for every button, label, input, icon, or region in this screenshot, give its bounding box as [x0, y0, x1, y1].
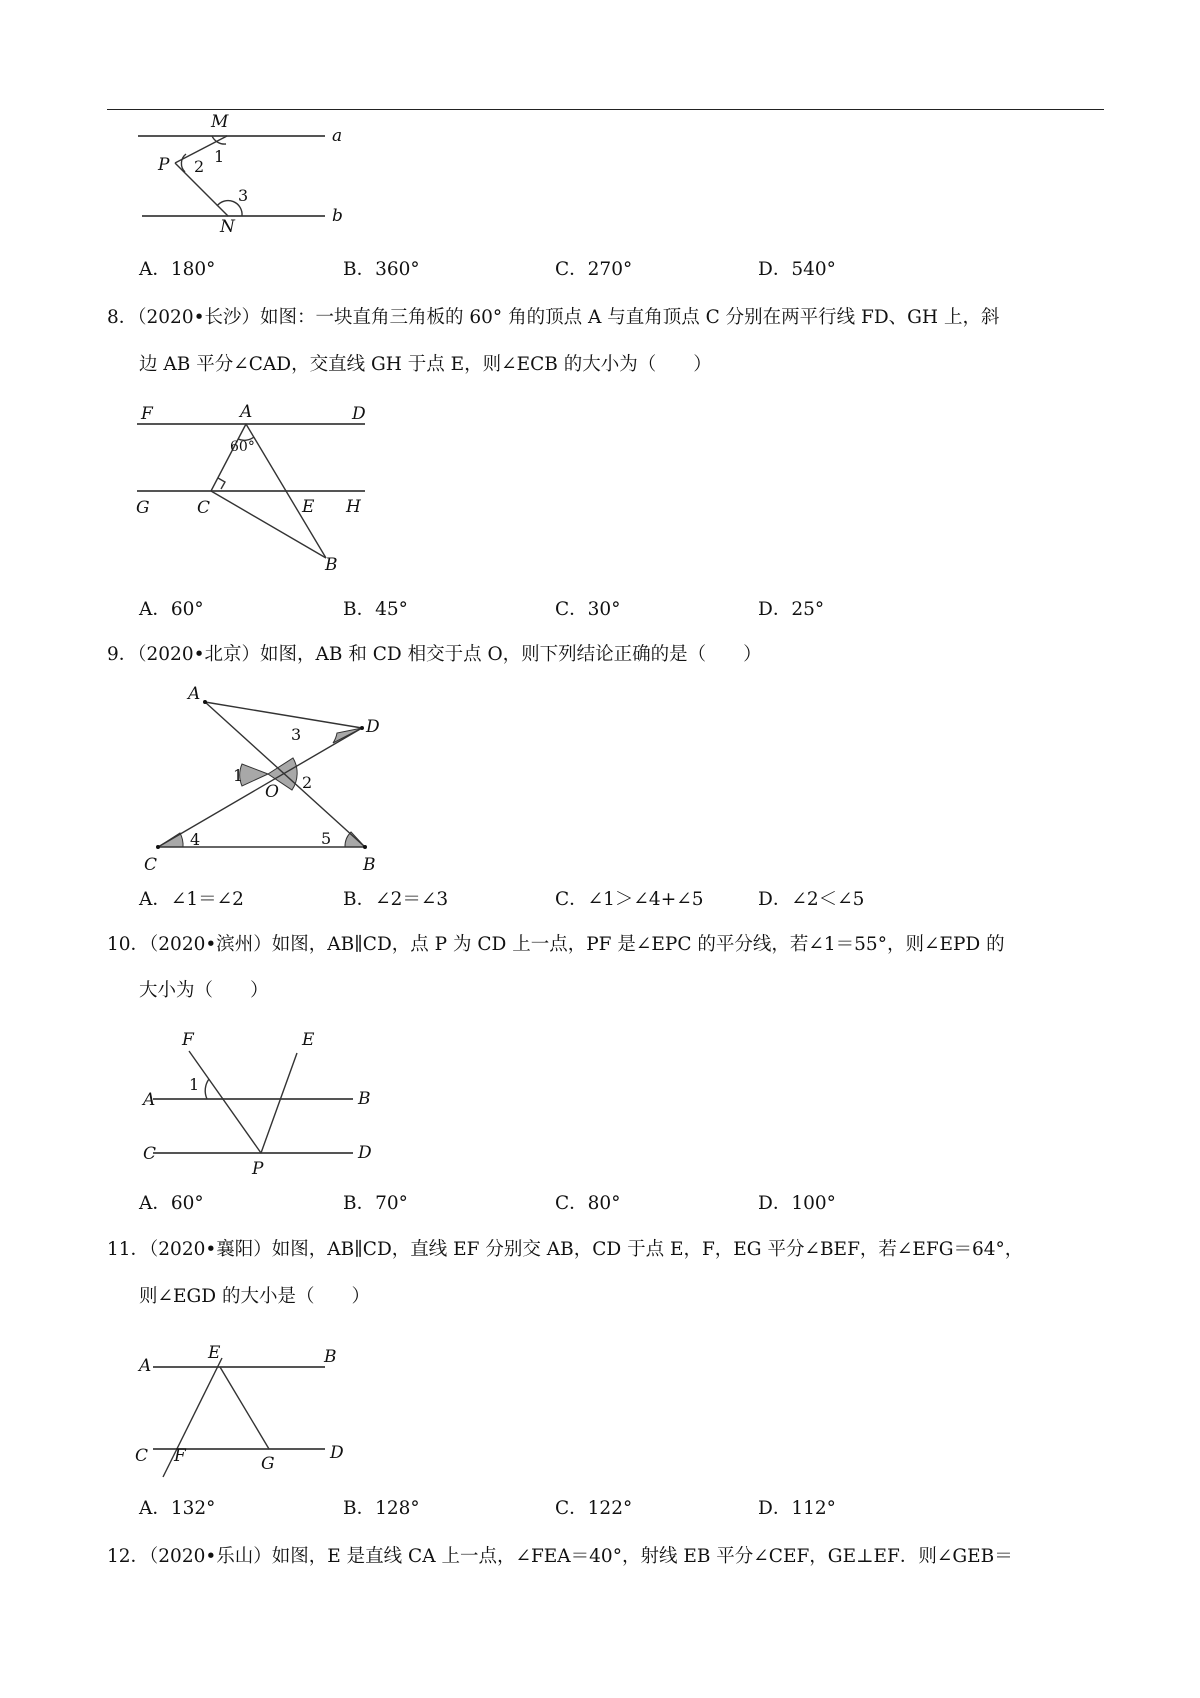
q9-option-c[interactable]: C．∠1＞∠4+∠5: [555, 889, 704, 910]
q7-figure: [120, 110, 360, 245]
q7-option-d[interactable]: D．540°: [758, 259, 836, 280]
q7-option-b[interactable]: B．360°: [343, 259, 420, 280]
q11-label-E: E: [208, 1343, 221, 1363]
q10-figure: [125, 1015, 385, 1179]
q9-label-1: 1: [233, 766, 244, 785]
q8-stem-line2: 边 AB 平分∠CAD，交直线 GH 于点 E，则∠ECB 的大小为（ ）: [139, 354, 712, 375]
q9-stem-line1: 9．（2020•北京）如图，AB 和 CD 相交于点 O，则下列结论正确的是（ ）: [107, 644, 762, 665]
q10-stem-line1: 10．（2020•滨州）如图，AB∥CD，点 P 为 CD 上一点，PF 是∠EPC 的平分线，若∠1＝55°，则∠EPD 的: [107, 934, 1005, 955]
q10-label-C: C: [143, 1144, 157, 1164]
q7-label-b: b: [332, 206, 343, 226]
q10-label-A: A: [143, 1090, 156, 1110]
q8-figure: [125, 395, 385, 575]
q9-label-5: 5: [321, 829, 332, 848]
q9-option-b[interactable]: B．∠2＝∠3: [343, 889, 449, 910]
q10-label-E: E: [302, 1030, 315, 1050]
q8-label-G: G: [136, 498, 150, 518]
q11-stem-line2: 则∠EGD 的大小是（ ）: [139, 1286, 370, 1307]
q9-segment-ab: [205, 702, 365, 847]
q7-label-1: 1: [214, 147, 225, 166]
q7-angle2-arc: [181, 154, 186, 172]
q11-figure: [125, 1325, 365, 1485]
q11-label-B: B: [324, 1347, 337, 1367]
q8-label-A: A: [240, 402, 253, 422]
q7-label-N: N: [220, 217, 235, 237]
q11-option-d[interactable]: D．112°: [758, 1498, 836, 1519]
q10-label-P: P: [252, 1159, 264, 1179]
q10-option-d[interactable]: D．100°: [758, 1193, 836, 1214]
q8-segment-ac: [211, 424, 246, 491]
q8-label-C: C: [197, 498, 211, 518]
q11-option-a[interactable]: A．132°: [139, 1498, 216, 1519]
q10-stem-line2: 大小为（ ）: [139, 980, 269, 1001]
q8-label-60: 60°: [230, 439, 255, 455]
q7-option-c[interactable]: C．270°: [555, 259, 633, 280]
q9-label-3: 3: [291, 725, 302, 744]
q11-label-C: C: [135, 1446, 149, 1466]
q10-option-b[interactable]: B．70°: [343, 1193, 408, 1214]
q8-stem-line1: 8．（2020•长沙）如图：一块直角三角板的 60° 角的顶点 A 与直角顶点 C 分别在两平行线 FD、GH 上，斜: [107, 307, 1000, 328]
q10-label-D: D: [358, 1143, 372, 1163]
q10-label-1: 1: [189, 1075, 200, 1094]
q9-option-d[interactable]: D．∠2＜∠5: [758, 889, 865, 910]
q10-label-F: F: [182, 1030, 194, 1050]
q11-label-G: G: [261, 1454, 275, 1474]
q8-label-E: E: [302, 497, 315, 517]
q12-stem-line1: 12．（2020•乐山）如图，E 是直线 CA 上一点，∠FEA＝40°，射线 EB 平分∠CEF，GE⊥EF．则∠GEB＝: [107, 1546, 1013, 1567]
q11-label-D: D: [330, 1443, 344, 1463]
q10-segment-pe: [261, 1053, 297, 1153]
q7-label-2: 2: [194, 157, 205, 176]
q7-label-a: a: [332, 126, 343, 146]
q11-option-b[interactable]: B．128°: [343, 1498, 420, 1519]
q8-option-d[interactable]: D．25°: [758, 599, 825, 620]
q9-label-B: B: [363, 855, 376, 875]
q9-point-d: [360, 726, 364, 730]
q7-option-a[interactable]: A．180°: [139, 259, 216, 280]
q11-label-A: A: [139, 1356, 152, 1376]
q7-label-M: M: [211, 112, 229, 132]
q9-figure: [125, 680, 395, 875]
q10-segment-fp: [189, 1051, 261, 1153]
q9-point-c: [156, 845, 160, 849]
q8-label-B: B: [325, 555, 338, 575]
q8-label-F: F: [141, 404, 153, 424]
q10-angle1-arc: [205, 1079, 209, 1099]
q9-label-O: O: [265, 782, 279, 802]
q8-option-c[interactable]: C．30°: [555, 599, 621, 620]
q10-label-B: B: [358, 1089, 371, 1109]
q9-label-2: 2: [302, 773, 313, 792]
q8-option-b[interactable]: B．45°: [343, 599, 408, 620]
q11-segment-eg: [220, 1367, 269, 1449]
q10-option-a[interactable]: A．60°: [139, 1193, 204, 1214]
q8-label-H: H: [346, 497, 361, 517]
q9-point-a: [203, 700, 207, 704]
q9-label-C: C: [144, 855, 158, 875]
q11-label-F: F: [174, 1446, 186, 1466]
q9-label-A: A: [188, 684, 201, 704]
q9-option-a[interactable]: A．∠1＝∠2: [139, 889, 244, 910]
q9-point-b: [363, 845, 367, 849]
q7-label-P: P: [158, 155, 170, 175]
q9-segment-dc: [158, 728, 362, 847]
q8-label-D: D: [352, 404, 366, 424]
q11-stem-line1: 11．（2020•襄阳）如图，AB∥CD，直线 EF 分别交 AB，CD 于点 E，F，EG 平分∠BEF，若∠EFG＝64°，: [107, 1239, 1024, 1260]
q11-option-c[interactable]: C．122°: [555, 1498, 633, 1519]
q8-right-angle-mark: [218, 478, 225, 489]
q8-option-a[interactable]: A．60°: [139, 599, 204, 620]
q9-label-D: D: [366, 717, 380, 737]
q7-label-3: 3: [238, 186, 249, 205]
q10-option-c[interactable]: C．80°: [555, 1193, 621, 1214]
q9-angle1-shade: [240, 764, 268, 786]
q9-label-4: 4: [190, 830, 201, 849]
q11-segment-ef: [163, 1358, 222, 1477]
